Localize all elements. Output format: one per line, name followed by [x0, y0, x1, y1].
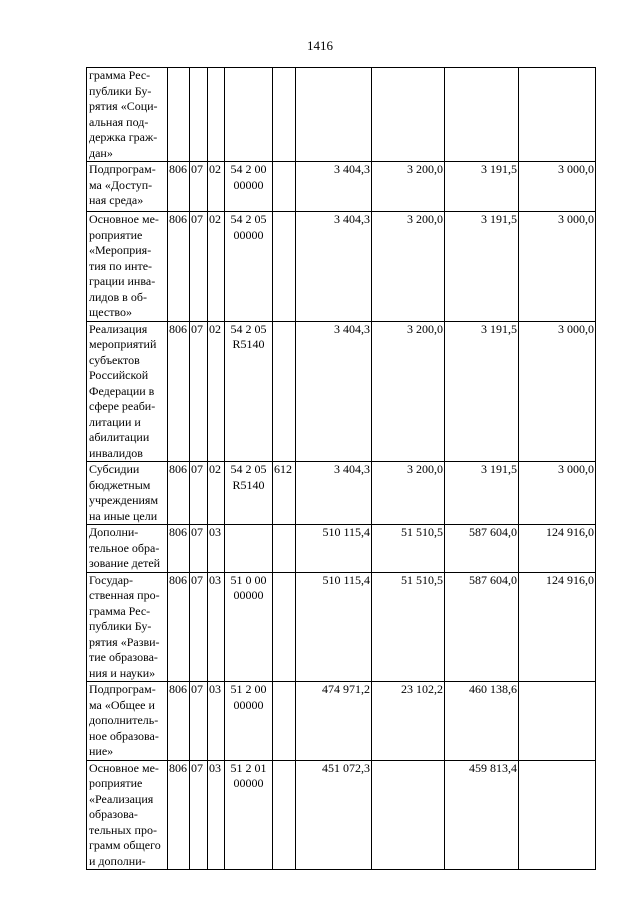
target-article-code: 54 2 05 00000 — [225, 212, 273, 322]
amount-cell-1: 474 971,2 — [296, 682, 372, 761]
budget-table — [86, 67, 596, 870]
subsection-code: 03 — [208, 525, 225, 573]
table-row — [87, 321, 596, 462]
table-row — [87, 760, 596, 870]
target-article-code: 54 2 05 R5140 — [225, 462, 273, 525]
target-article-code: 54 2 05 R5140 — [225, 321, 273, 462]
section-code: 07 — [190, 525, 208, 573]
table-row — [87, 68, 596, 162]
table-row — [87, 682, 596, 761]
target-article-code: 54 2 00 00000 — [225, 162, 273, 212]
amount-cell-3: 459 813,4 — [445, 760, 519, 870]
amount-cell-1: 510 115,4 — [296, 525, 372, 573]
target-article-code — [225, 68, 273, 162]
amount-cell-4 — [519, 68, 596, 162]
subsection-code: 03 — [208, 682, 225, 761]
amount-cell-4: 124 916,0 — [519, 572, 596, 682]
section-code: 07 — [190, 212, 208, 322]
amount-cell-4: 3 000,0 — [519, 462, 596, 525]
section-code: 07 — [190, 572, 208, 682]
expense-type-code — [273, 525, 296, 573]
section-code: 07 — [190, 462, 208, 525]
amount-cell-2: 3 200,0 — [372, 462, 445, 525]
grbs-code: 806 — [168, 212, 190, 322]
page-number: 1416 — [307, 38, 333, 53]
amount-cell-3: 460 138,6 — [445, 682, 519, 761]
amount-cell-3: 3 191,5 — [445, 212, 519, 322]
amount-cell-3: 3 191,5 — [445, 321, 519, 462]
target-article-code — [225, 525, 273, 573]
subsection-code: 02 — [208, 162, 225, 212]
grbs-code: 806 — [168, 462, 190, 525]
amount-cell-4 — [519, 760, 596, 870]
subsection-code: 02 — [208, 321, 225, 462]
grbs-code: 806 — [168, 760, 190, 870]
amount-cell-1: 451 072,3 — [296, 760, 372, 870]
table-row — [87, 462, 596, 525]
grbs-code: 806 — [168, 572, 190, 682]
subsection-code: 02 — [208, 462, 225, 525]
table-row — [87, 212, 596, 322]
expense-type-code — [273, 68, 296, 162]
table-row — [87, 572, 596, 682]
amount-cell-1 — [296, 68, 372, 162]
subsection-code: 03 — [208, 572, 225, 682]
item-name: Дополни- тельное обра- зование детей — [87, 525, 168, 573]
amount-cell-2: 51 510,5 — [372, 525, 445, 573]
amount-cell-2 — [372, 760, 445, 870]
table-row — [87, 525, 596, 573]
amount-cell-4: 3 000,0 — [519, 162, 596, 212]
amount-cell-2: 3 200,0 — [372, 212, 445, 322]
amount-cell-1: 3 404,3 — [296, 462, 372, 525]
expense-type-code — [273, 162, 296, 212]
target-article-code: 51 2 00 00000 — [225, 682, 273, 761]
table-body — [87, 68, 596, 870]
item-name: Реализация мероприятий субъектов Российской Федерации в сфере реаби- литации и абилитации инвалидов — [87, 321, 168, 462]
target-article-code: 51 2 01 00000 — [225, 760, 273, 870]
item-name: грамма Рес- публики Бу- рятия «Соци- альная под- держка граж- дан» — [87, 68, 168, 162]
grbs-code: 806 — [168, 525, 190, 573]
amount-cell-4: 124 916,0 — [519, 525, 596, 573]
amount-cell-1: 3 404,3 — [296, 162, 372, 212]
item-name: Государ- ственная про- грамма Рес- публики Бу- рятия «Разви- тие образова- ния и науки» — [87, 572, 168, 682]
amount-cell-1: 510 115,4 — [296, 572, 372, 682]
section-code: 07 — [190, 682, 208, 761]
amount-cell-4: 3 000,0 — [519, 212, 596, 322]
grbs-code — [168, 68, 190, 162]
amount-cell-2 — [372, 68, 445, 162]
section-code: 07 — [190, 760, 208, 870]
item-name: Основное ме- роприятие «Мероприя- тия по инте- грации инва- лидов в об- щество» — [87, 212, 168, 322]
subsection-code: 02 — [208, 212, 225, 322]
grbs-code: 806 — [168, 162, 190, 212]
amount-cell-1: 3 404,3 — [296, 212, 372, 322]
item-name: Субсидии бюджетным учреждениям на иные цели — [87, 462, 168, 525]
target-article-code: 51 0 00 00000 — [225, 572, 273, 682]
expense-type-code — [273, 682, 296, 761]
subsection-code — [208, 68, 225, 162]
amount-cell-2: 23 102,2 — [372, 682, 445, 761]
grbs-code: 806 — [168, 682, 190, 761]
section-code: 07 — [190, 162, 208, 212]
amount-cell-2: 3 200,0 — [372, 321, 445, 462]
section-code — [190, 68, 208, 162]
subsection-code: 03 — [208, 760, 225, 870]
amount-cell-2: 51 510,5 — [372, 572, 445, 682]
expense-type-code — [273, 321, 296, 462]
amount-cell-3 — [445, 68, 519, 162]
amount-cell-4 — [519, 682, 596, 761]
item-name: Подпрограм- ма «Общее и дополнитель- ное образова- ние» — [87, 682, 168, 761]
expense-type-code — [273, 572, 296, 682]
table-row — [87, 162, 596, 212]
amount-cell-3: 3 191,5 — [445, 162, 519, 212]
amount-cell-1: 3 404,3 — [296, 321, 372, 462]
item-name: Основное ме- роприятие «Реализация образова- тельных про- грамм общего и дополни- — [87, 760, 168, 870]
amount-cell-3: 587 604,0 — [445, 572, 519, 682]
grbs-code: 806 — [168, 321, 190, 462]
item-name: Подпрограм- ма «Доступ- ная среда» — [87, 162, 168, 212]
amount-cell-2: 3 200,0 — [372, 162, 445, 212]
section-code: 07 — [190, 321, 208, 462]
amount-cell-4: 3 000,0 — [519, 321, 596, 462]
amount-cell-3: 587 604,0 — [445, 525, 519, 573]
amount-cell-3: 3 191,5 — [445, 462, 519, 525]
expense-type-code: 612 — [273, 462, 296, 525]
expense-type-code — [273, 212, 296, 322]
expense-type-code — [273, 760, 296, 870]
